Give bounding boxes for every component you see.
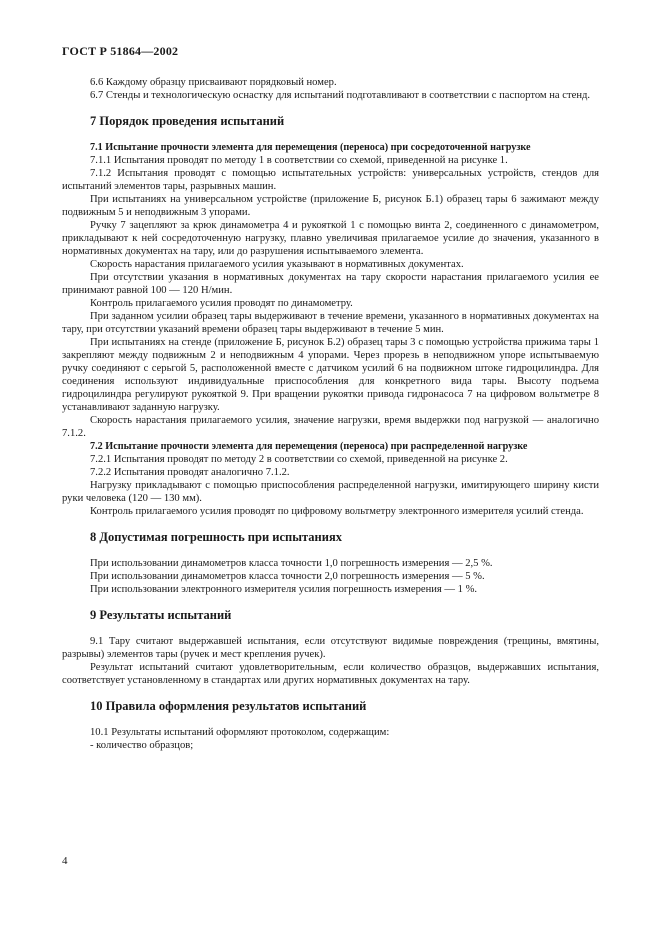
subsection-7-1-heading: 7.1 Испытание прочности элемента для перемещения (переноса) при сосредоточенной нагрузке xyxy=(90,142,531,153)
list-item-sample-count: - количество образцов; xyxy=(90,740,194,751)
paragraph-8-accuracy-3: При использовании электронного измерителя усилия погрешность измерения — 1 %. xyxy=(90,584,478,595)
section-8-heading: 8 Допустимая погрешность при испытаниях xyxy=(90,530,342,544)
paragraph-distributed-load: Нагрузку прикладывают с помощью приспособления распределенной нагрузки, имитирующего ширину кисти руки человека (120 — 130 мм). xyxy=(62,480,599,504)
section-10-heading: 10 Правила оформления результатов испытаний xyxy=(90,699,367,713)
paragraph-control: Контроль прилагаемого усилия проводят по динамометру. xyxy=(90,298,353,309)
paragraph-7-2-2: 7.2.2 Испытания проводят аналогично 7.1.2. xyxy=(90,467,290,478)
paragraph-6-7: 6.7 Стенды и технологическую оснастку для испытаний подготавливают в соответствии с паспортом на стенд. xyxy=(90,90,591,101)
paragraph-6-6: 6.6 Каждому образцу присваивают порядковый номер. xyxy=(90,77,337,88)
paragraph-7-2-1: 7.2.1 Испытания проводят по методу 2 в соответствии со схемой, приведенной на рисунке 2. xyxy=(90,454,508,465)
paragraph-hold-time: При заданном усилии образец тары выдерживают в течение времени, указанного в нормативных документах на тару, при отсутствии указаний времени образец тары выдерживают в течение 5 мин. xyxy=(62,311,599,335)
paragraph-10-1: 10.1 Результаты испытаний оформляют протоколом, содержащим: xyxy=(90,727,390,738)
paragraph-stand: При испытаниях на стенде (приложение Б, рисунок Б.2) образец тары 3 с помощью устройства прижима тары 1 закрепляют между подвижным 2 и неподвижным 4 упорами. Через прорезь в неподвижном упоре испытываемую ручку соединяют с серьгой 5, расположенной вместе с датчиком усилий 6 на подвижном штоке гидроцилиндра. Для соединения используют индивидуальные приспособления для конкретного вида тары. Высоту подъема гидроцилиндра регулируют рукояткой 9. При вращении рукоятки привода гидронасоса 7 на цифровом вольтметре 8 устанавливают заданную нагрузку. xyxy=(62,337,599,413)
paragraph-speed-absent: При отсутствии указания в нормативных документах на тару скорости нарастания прилагаемого усилия ее принимают равной 100 — 120 Н/мин. xyxy=(62,272,599,296)
document-body xyxy=(62,76,599,752)
document-header: ГОСТ Р 51864—2002 xyxy=(62,44,179,58)
paragraph-8-accuracy-1: При использовании динамометров класса точности 1,0 погрешность измерения — 2,5 %. xyxy=(90,558,493,569)
paragraph-universal-device: При испытаниях на универсальном устройстве (приложение Б, рисунок Б.1) образец тары 6 зажимают между подвижным 5 и неподвижным 3 упорами. xyxy=(62,194,599,218)
paragraph-7-1-2: 7.1.2 Испытания проводят с помощью испытательных устройств: универсальных устройств, стендов для испытаний элементов тары, разрывных машин. xyxy=(62,168,599,192)
subsection-7-2-heading: 7.2 Испытание прочности элемента для перемещения (переноса) при распределенной нагрузке xyxy=(90,441,528,452)
paragraph-9-result: Результат испытаний считают удовлетворительным, если количество образцов, выдержавших испытания, соответствует установленному в стандартах или других нормативных документах на тару. xyxy=(62,662,599,686)
section-9-heading: 9 Результаты испытаний xyxy=(90,608,232,622)
paragraph-control-voltmeter: Контроль прилагаемого усилия проводят по цифровому вольтметру электронного измерителя усилий стенда. xyxy=(90,506,584,517)
paragraph-8-accuracy-2: При использовании динамометров класса точности 2,0 погрешность измерения — 5 %. xyxy=(90,571,485,582)
paragraph-7-1-1: 7.1.1 Испытания проводят по методу 1 в соответствии со схемой, приведенной на рисунке 1. xyxy=(90,155,508,166)
section-7-heading: 7 Порядок проведения испытаний xyxy=(90,114,285,128)
paragraph-handle: Ручку 7 зацепляют за крюк динамометра 4 и рукояткой 1 с помощью винта 2, соединенного с динамометром, прикладывают к ней сосредоточенную нагрузку, плавно увеличивая прилагаемое усилие до значения, указанного в нормативных документах на тару, или до разрушения испытываемого элемента. xyxy=(62,220,599,257)
paragraph-speed: Скорость нарастания прилагаемого усилия указывают в нормативных документах. xyxy=(90,259,464,270)
paragraph-speed-load: Скорость нарастания прилагаемого усилия, значение нагрузки, время выдержки под нагрузкой — аналогично 7.1.2. xyxy=(62,415,599,439)
paragraph-9-1: 9.1 Тару считают выдержавшей испытания, если отсутствуют видимые повреждения (трещины, вмятины, разрывы) элементов тары (ручек и мест крепления ручек). xyxy=(62,636,599,660)
page-number: 4 xyxy=(62,855,68,867)
